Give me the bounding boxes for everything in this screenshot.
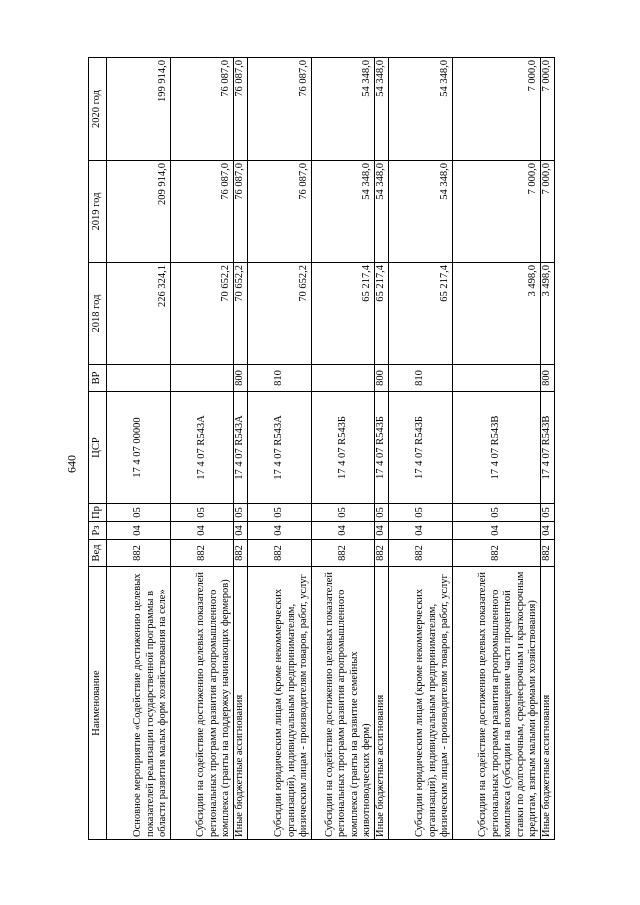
cell-2019: 209 914,0	[107, 161, 171, 263]
cell-ved: 882	[541, 540, 555, 567]
cell-2018: 70 652,2	[248, 263, 312, 365]
cell-name: Иные бюджетные ассигнования	[541, 567, 555, 840]
cell-2020: 7 000,0	[541, 58, 555, 161]
cell-rz: 04	[248, 522, 312, 540]
cell-rz: 04	[171, 522, 234, 540]
col-header-vr: ВР	[89, 365, 107, 392]
cell-rz: 04	[234, 522, 248, 540]
cell-vr: 810	[248, 365, 312, 392]
col-header-ved: Вед	[89, 540, 107, 567]
cell-pr: 05	[171, 504, 234, 522]
cell-2018: 65 217,4	[312, 263, 375, 365]
cell-ved: 882	[234, 540, 248, 567]
table-header-row	[89, 58, 107, 840]
cell-ved: 882	[375, 540, 389, 567]
cell-rz: 04	[312, 522, 375, 540]
cell-2019: 76 087,0	[234, 161, 248, 263]
cell-vr	[453, 365, 541, 392]
cell-2019: 54 348,0	[312, 161, 375, 263]
cell-2020: 76 087,0	[248, 58, 312, 161]
cell-2020: 76 087,0	[171, 58, 234, 161]
cell-2018: 226 324,1	[107, 263, 171, 365]
cell-csr: 17 4 07 R543В	[541, 392, 555, 504]
cell-ved: 882	[312, 540, 375, 567]
cell-2020: 76 087,0	[234, 58, 248, 161]
cell-csr: 17 4 07 R543Б	[375, 392, 389, 504]
cell-2018: 3 498,0	[541, 263, 555, 365]
cell-rz: 04	[107, 522, 171, 540]
table-row	[107, 58, 171, 840]
cell-vr: 800	[541, 365, 555, 392]
cell-2019: 54 348,0	[375, 161, 389, 263]
cell-rz: 04	[541, 522, 555, 540]
cell-csr: 17 4 07 R543В	[453, 392, 541, 504]
table-row	[234, 58, 248, 840]
cell-2020: 54 348,0	[389, 58, 453, 161]
cell-csr: 17 4 07 R543Б	[312, 392, 375, 504]
col-header-csr: ЦСР	[89, 392, 107, 504]
cell-pr: 05	[453, 504, 541, 522]
cell-vr: 800	[234, 365, 248, 392]
cell-2019: 7 000,0	[453, 161, 541, 263]
rotated-table	[88, 58, 553, 840]
budget-table	[88, 57, 555, 840]
rotated-table-container	[88, 58, 553, 840]
cell-2019: 76 087,0	[171, 161, 234, 263]
col-header-2019: 2019 год	[89, 161, 107, 263]
cell-vr	[312, 365, 375, 392]
cell-csr: 17 4 07 R543Б	[389, 392, 453, 504]
cell-vr	[171, 365, 234, 392]
cell-ved: 882	[248, 540, 312, 567]
cell-2020: 54 348,0	[375, 58, 389, 161]
col-header-2018: 2018 год	[89, 263, 107, 365]
cell-2020: 199 914,0	[107, 58, 171, 161]
cell-name: Иные бюджетные ассигнования	[375, 567, 389, 840]
cell-vr: 800	[375, 365, 389, 392]
table-row	[389, 58, 453, 840]
page-number	[65, 449, 79, 479]
col-header-2020: 2020 год	[89, 58, 107, 161]
table-row	[171, 58, 234, 840]
cell-rz: 04	[389, 522, 453, 540]
cell-pr: 05	[107, 504, 171, 522]
cell-2019: 54 348,0	[389, 161, 453, 263]
cell-pr: 05	[389, 504, 453, 522]
table-row	[312, 58, 375, 840]
cell-name: Субсидии юридическим лицам (кроме некоммерческих организаций), индивидуальным предпринимателям, физическим лицам - производителям товаров, работ, услуг	[389, 567, 453, 840]
cell-name: Субсидии юридическим лицам (кроме некоммерческих организаций), индивидуальным предпринимателям, физическим лицам - производителям товаров, работ, услуг	[248, 567, 312, 840]
cell-vr: 810	[389, 365, 453, 392]
cell-ved: 882	[453, 540, 541, 567]
cell-ved: 882	[107, 540, 171, 567]
cell-2018: 65 217,4	[389, 263, 453, 365]
cell-name: Иные бюджетные ассигнования	[234, 567, 248, 840]
cell-pr: 05	[248, 504, 312, 522]
cell-csr: 17 4 07 R543А	[171, 392, 234, 504]
cell-csr: 17 4 07 R543А	[234, 392, 248, 504]
cell-pr: 05	[312, 504, 375, 522]
table-row	[248, 58, 312, 840]
cell-2019: 76 087,0	[248, 161, 312, 263]
cell-2020: 7 000,0	[453, 58, 541, 161]
table-row	[541, 58, 555, 840]
col-header-pr: Пр	[89, 504, 107, 522]
col-header-name: Наименование	[89, 567, 107, 840]
cell-rz: 04	[375, 522, 389, 540]
page-number-text: 640	[64, 455, 79, 473]
cell-2018: 65 217,4	[375, 263, 389, 365]
cell-ved: 882	[171, 540, 234, 567]
table-row	[375, 58, 389, 840]
cell-csr: 17 4 07 00000	[107, 392, 171, 504]
cell-pr: 05	[541, 504, 555, 522]
table-row	[453, 58, 541, 840]
cell-ved: 882	[389, 540, 453, 567]
cell-pr: 05	[375, 504, 389, 522]
cell-rz: 04	[453, 522, 541, 540]
cell-2019: 7 000,0	[541, 161, 555, 263]
cell-pr: 05	[234, 504, 248, 522]
cell-name: Субсидии на содействие достижению целевых показателей региональных программ развития агропромышленного комплекса (гранты на поддержку начинающих фермеров)	[171, 567, 234, 840]
cell-name: Субсидии на содействие достижению целевых показателей региональных программ развития агропромышленного комплекса (субсидии на возмещение части процентной ставки по долгосрочным, среднесрочным и краткосрочным кредитам, взятым малыми формами хозяйствования)	[453, 567, 541, 840]
cell-2018: 3 498,0	[453, 263, 541, 365]
cell-2020: 54 348,0	[312, 58, 375, 161]
cell-2018: 70 652,2	[171, 263, 234, 365]
cell-csr: 17 4 07 R543А	[248, 392, 312, 504]
col-header-rz: Рз	[89, 522, 107, 540]
cell-name: Основное мероприятие «Содействие достижению целевых показателей реализации государственной программы в области развития малых форм хозяйствования на селе»	[107, 567, 171, 840]
cell-name: Субсидии на содействие достижению целевых показателей региональных программ развития агропромышленного комплекса (гранты на развитие семейных животноводческих ферм)	[312, 567, 375, 840]
cell-2018: 70 652,2	[234, 263, 248, 365]
cell-vr	[107, 365, 171, 392]
